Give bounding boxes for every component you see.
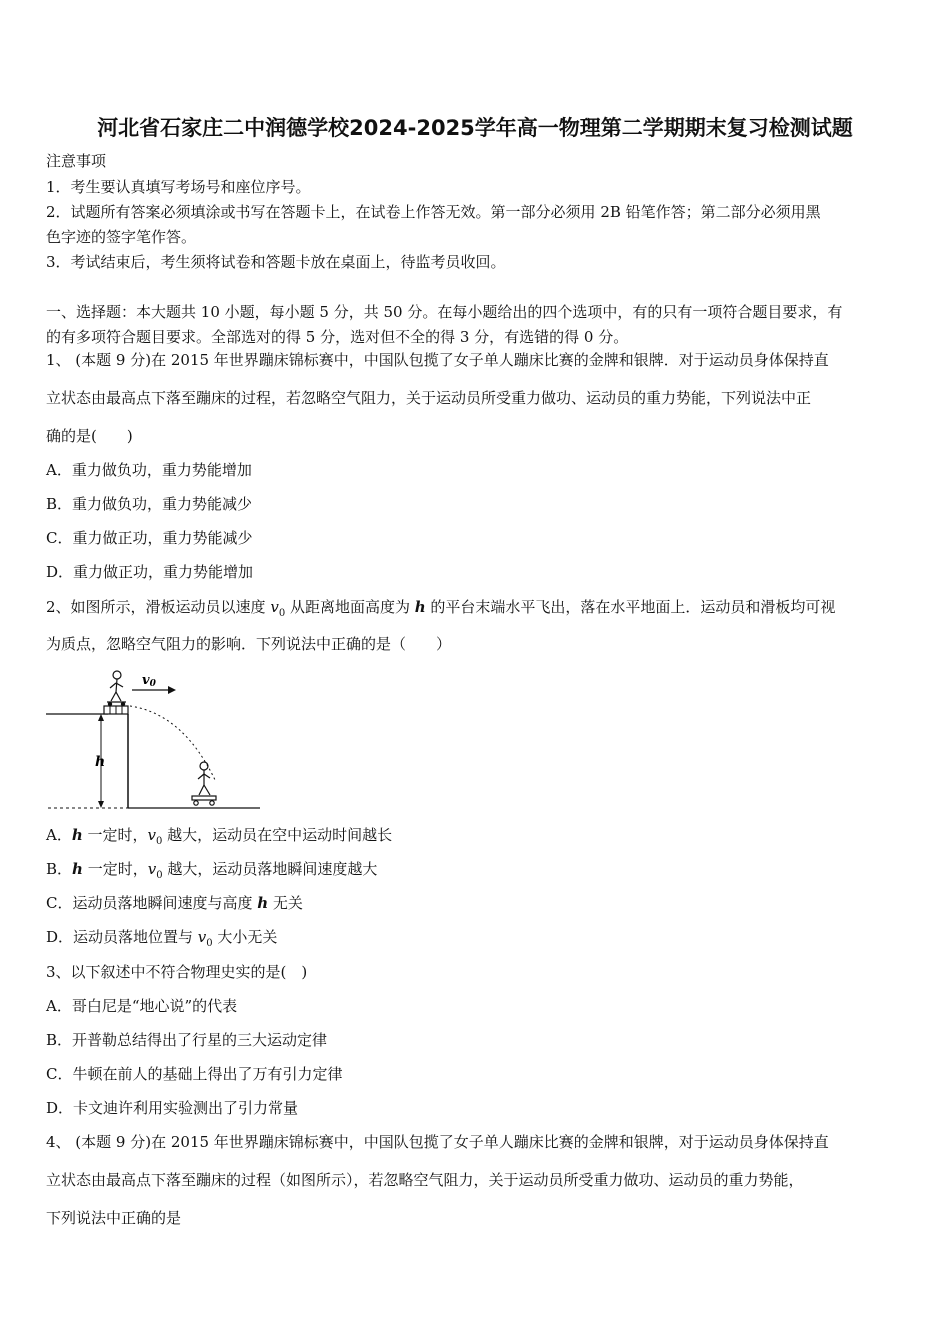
skater-top [107, 671, 126, 706]
q2-option-b: B．h 一定时，$v_0$ 越大，运动员落地瞬间速度越大 [46, 860, 378, 881]
trajectory-path [130, 706, 216, 782]
q2-stem: 2、如图所示，滑板运动员以速度 $v_0$ 从距离地面高度为 h 的平台末端水平飞出，落在水平地面上．运动员和滑板均可视 [46, 598, 836, 619]
section-instructions: 一、选择题：本大题共 10 小题，每小题 5 分，共 50 分。在每小题给出的四个选项中，有的只有一项符合题目要求，有 [46, 303, 843, 321]
q4-stem: 立状态由最高点下落至蹦床的过程（如图所示），若忽略空气阻力，关于运动员所受重力做功、运动员的重力势能， [46, 1171, 804, 1189]
q1-option-b: B．重力做负功，重力势能减少 [46, 495, 253, 513]
skater-bottom [192, 762, 216, 805]
q1-stem: 确的是( ) [46, 427, 133, 445]
section-instructions: 的有多项符合题目要求。全部选对的得 5 分，选对但不全的得 3 分，有选错的得 0 分。 [46, 328, 629, 346]
q1-stem: 立状态由最高点下落至蹦床的过程，若忽略空气阻力，关于运动员所受重力做功、运动员的重力势能，下列说法中正 [46, 389, 812, 407]
notice-item: 1．考生要认真填写考场号和座位序号。 [46, 178, 311, 196]
notice-item: 2．试题所有答案必须填涂或书写在答题卡上，在试卷上作答无效。第一部分必须用 2B 铅笔作答；第二部分必须用黑 [46, 203, 821, 221]
q3-stem: 3、以下叙述中不符合物理史实的是( ) [46, 963, 308, 981]
q3-option-b: B．开普勒总结得出了行星的三大运动定律 [46, 1031, 328, 1049]
q2-option-a: A．h 一定时，$v_0$ 越大，运动员在空中运动时间越长 [46, 826, 393, 847]
q3-option-d: D．卡文迪许利用实验测出了引力常量 [46, 1099, 299, 1117]
q1-stem: 1、 (本题 9 分)在 2015 年世界蹦床锦标赛中，中国队包揽了女子单人蹦床比赛的金牌和银牌．对于运动员身体保持直 [46, 351, 829, 369]
q2-option-d: D．运动员落地位置与 $v_0$ 大小无关 [46, 928, 278, 949]
q4-stem: 下列说法中正确的是 [46, 1209, 182, 1227]
notice-item: 3．考试结束后，考生须将试卷和答题卡放在桌面上，待监考员收回。 [46, 253, 506, 271]
q1-option-a: A．重力做负功，重力势能增加 [46, 461, 252, 479]
q4-stem: 4、 (本题 9 分)在 2015 年世界蹦床锦标赛中，中国队包揽了女子单人蹦床比赛的金牌和银牌，对于运动员身体保持直 [46, 1133, 829, 1151]
q1-option-d: D．重力做正功，重力势能增加 [46, 563, 254, 581]
skateboard-figure [44, 664, 266, 814]
q3-option-c: C．牛顿在前人的基础上得出了万有引力定律 [46, 1065, 343, 1083]
q2-option-c: C．运动员落地瞬间速度与高度 h 无关 [46, 894, 303, 912]
q3-option-a: A．哥白尼是“地心说”的代表 [46, 997, 238, 1015]
q2-stem: 为质点，忽略空气阻力的影响．下列说法中正确的是（ ） [46, 635, 452, 653]
q1-option-c: C．重力做正功，重力势能减少 [46, 529, 253, 547]
notice-item: 色字迹的签字笔作答。 [46, 228, 197, 246]
page-title: 河北省石家庄二中润德学校2024-2025学年高一物理第二学期期末复习检测试题 [97, 116, 853, 140]
h-label: h [95, 754, 106, 770]
v0-label: v0 [142, 673, 156, 689]
notice-heading: 注意事项 [46, 152, 107, 170]
